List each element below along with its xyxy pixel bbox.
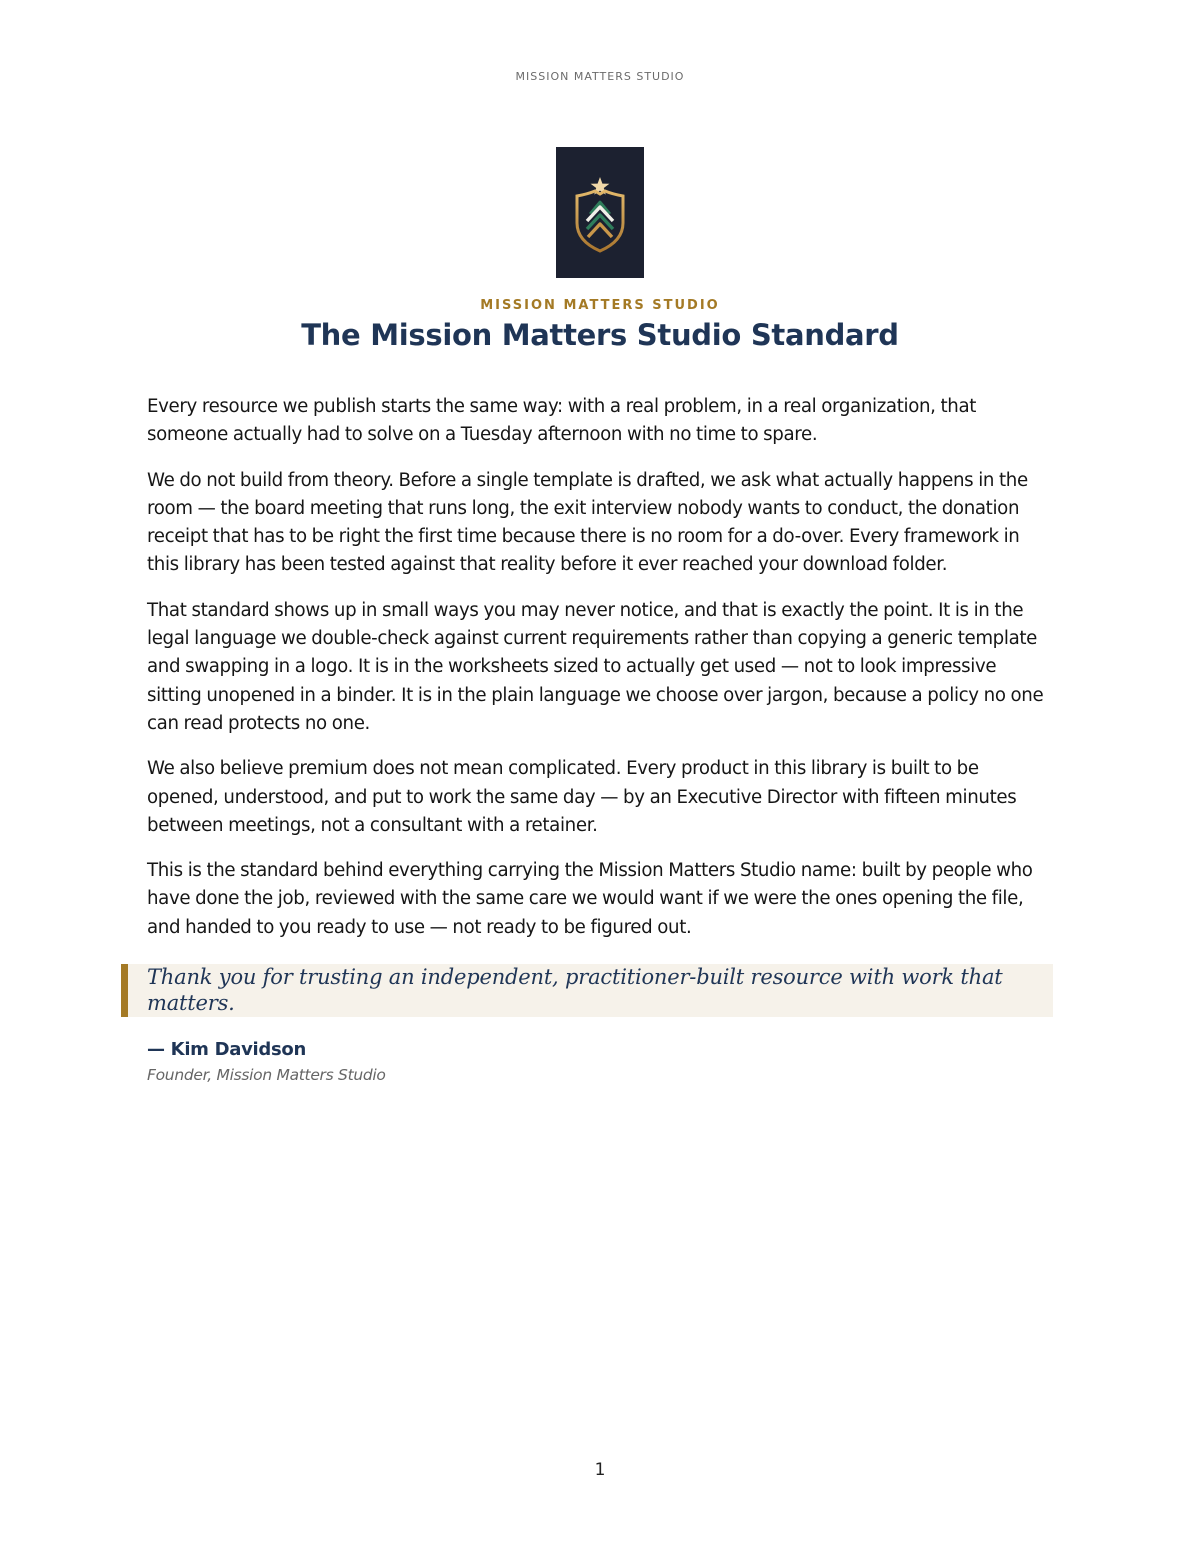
body-paragraph: We do not build from theory. Before a single template is drafted, we ask what actually happens in the room — the board meeting that runs long, the exit interview nobody wants to conduct, the donation receipt that has to be right the first time because there is no room for a do-over. Every framework in this library has been tested against that reality before it ever reached your download folder. xyxy=(147,469,1028,576)
title-eyebrow: MISSION MATTERS STUDIO xyxy=(480,298,720,313)
pullquote xyxy=(121,964,1053,1017)
body-paragraph: Every resource we publish starts the same way: with a real problem, in a real organization, that someone actually had to solve on a Tuesday afternoon with no time to spare. xyxy=(147,396,977,446)
signature-name: — Kim Davidson xyxy=(147,1039,306,1060)
page-title: The Mission Matters Studio Standard xyxy=(301,318,899,352)
body-paragraph: That standard shows up in small ways you may never notice, and that is exactly the point. It is in the legal language we double-check against current requirements rather than copying a generic template and swapping in a logo. It is in the worksheets sized to actually get used — not to look impressive sitting unopened in a binder. It is in the plain language we choose over jargon, because a policy no one can read protects no one. xyxy=(147,599,1044,734)
shield-star-chevron-icon xyxy=(556,147,644,278)
logo xyxy=(556,147,644,278)
pullquote-text: Thank you for trusting an independent, practitioner-built resource with work that matters. xyxy=(147,965,1003,1015)
page-number: 1 xyxy=(594,1460,606,1480)
body-paragraph: We also believe premium does not mean complicated. Every product in this library is built to be opened, understood, and put to work the same day — by an Executive Director with fifteen minutes between meetings, not a consultant with a retainer. xyxy=(147,758,1017,836)
body-text xyxy=(147,393,1053,959)
running-header: MISSION MATTERS STUDIO xyxy=(515,70,685,83)
signature-role: Founder, Mission Matters Studio xyxy=(147,1066,386,1084)
body-paragraph: This is the standard behind everything carrying the Mission Matters Studio name: built by people who have done the job, reviewed with the same care we would want if we were the ones opening the file, and handed to you ready to use — not ready to be figured out. xyxy=(147,860,1033,938)
